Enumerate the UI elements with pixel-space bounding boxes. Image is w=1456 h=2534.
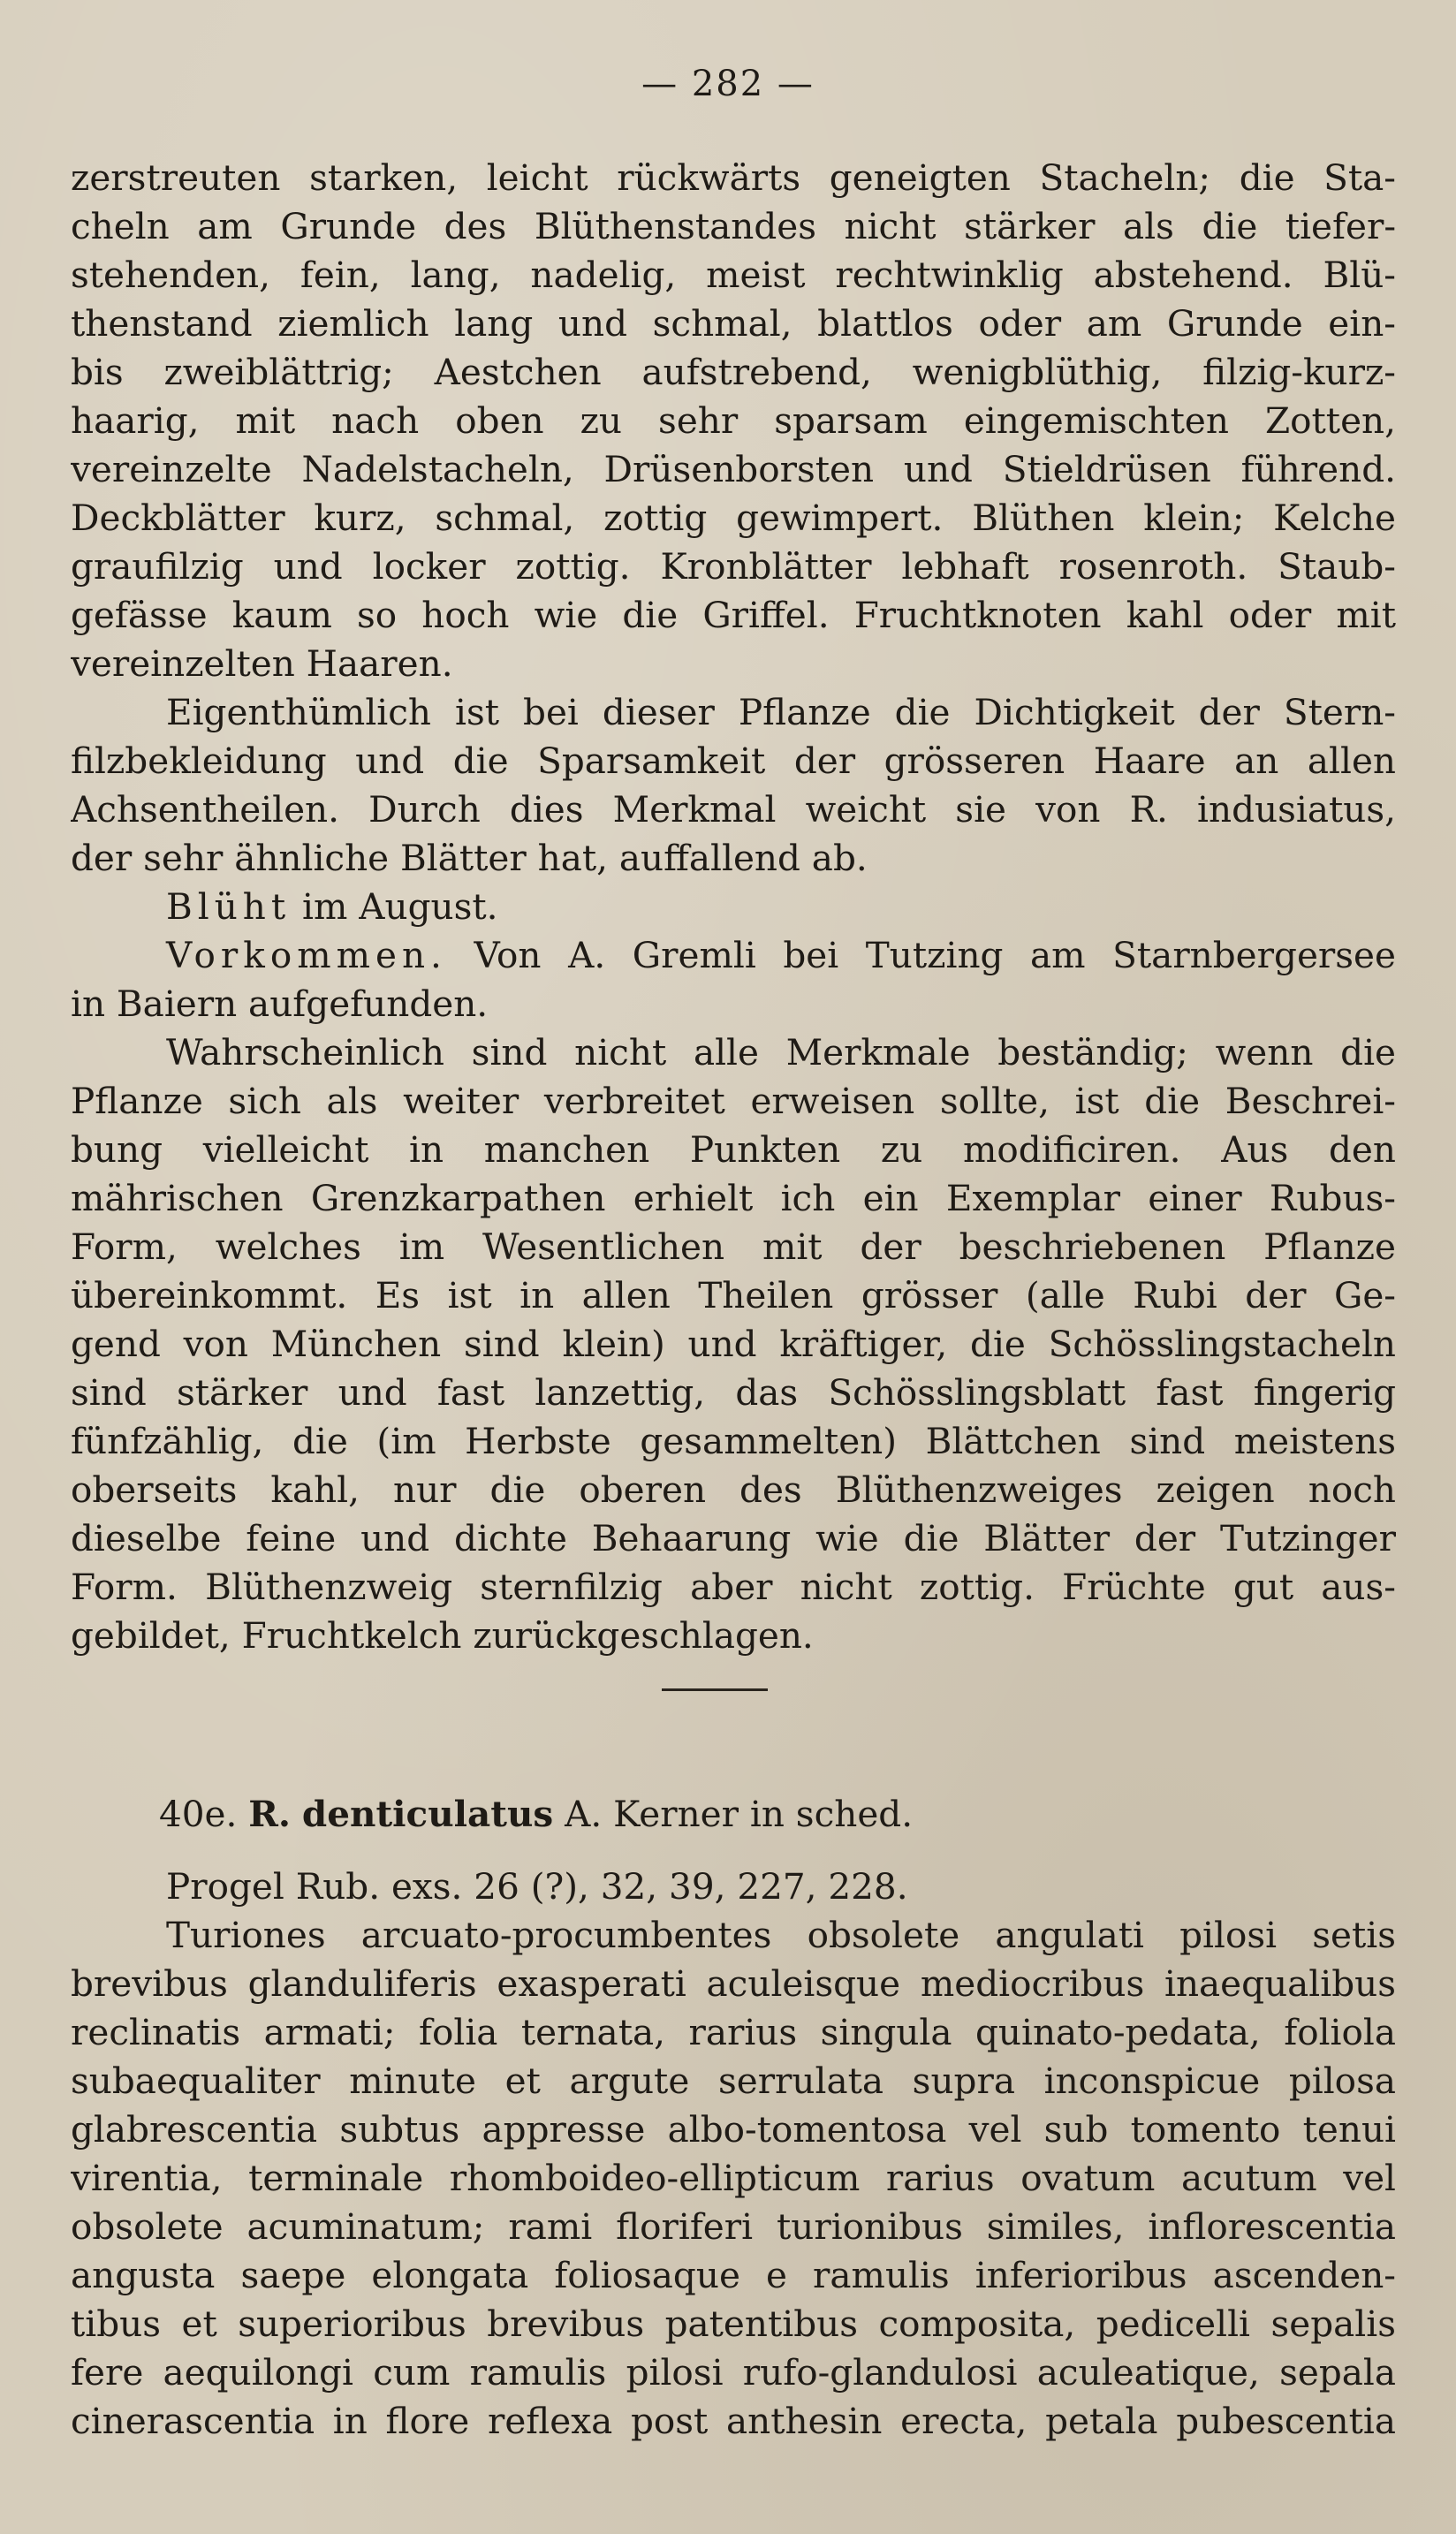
text-line: haarig, mit nach oben zu sehr sparsam eingemischten Zotten, [71,399,1396,442]
species-author: A. Kerner in sched. [565,1793,914,1835]
section-divider [662,1688,768,1691]
text-line: filzbekleidung und die Sparsamkeit der grösseren Haare an allen [71,740,1396,782]
species-heading [159,1790,913,1839]
bluht-text: im August. [291,885,498,928]
species-number: 40e. [159,1793,238,1835]
text-line: subaequaliter minute et argute serrulata supra inconspicue pilosa [71,2060,1396,2102]
text-line: fünfzählig, die (im Herbste gesammelten) Blättchen sind meistens [71,1420,1396,1462]
text-line: Achsentheilen. Durch dies Merkmal weicht sie von R. indusiatus, [71,788,1396,831]
text-line: vereinzelten Haaren. [71,642,453,685]
text-line: der sehr ähnliche Blätter hat, auffallend ab. [71,837,868,879]
text-line: zerstreuten starken, leicht rückwärts geneigten Stacheln; die Sta- [71,156,1396,199]
text-line: cinerascentia in flore reflexa post anthesin erecta, petala pubescentia [71,2400,1396,2442]
text-line: thenstand ziemlich lang und schmal, blattlos oder am Grunde ein- [71,302,1396,345]
text-line: Deckblätter kurz, schmal, zottig gewimpert. Blüthen klein; Kelche [71,497,1396,539]
text-line: reclinatis armati; folia ternata, rarius singula quinato-pedata, foliola [71,2011,1396,2053]
text-line: bung vielleicht in manchen Punkten zu modificiren. Aus den [71,1128,1396,1171]
latin-description [71,1863,1396,2446]
vorkommen-text: Von A. Gremli bei Tutzing am Starnbergersee [446,934,1396,976]
vorkommen-label: Vorkommen. [166,934,447,976]
text-line: oberseits kahl, nur die oberen des Blüthenzweiges zeigen noch [71,1468,1396,1511]
text-line: cheln am Grunde des Blüthenstandes nicht stärker als die tiefer- [71,205,1396,247]
text-line: gefässe kaum so hoch wie die Griffel. Fruchtknoten kahl oder mit [71,594,1396,636]
text-line: brevibus glanduliferis exasperati aculeisque mediocribus inaequalibus [71,1962,1396,2005]
bluht-label: Blüht [166,885,292,928]
text-line: Eigenthümlich ist bei dieser Pflanze die Dichtigkeit der Stern- [166,691,1396,733]
text-line: übereinkommt. Es ist in allen Theilen grösser (alle Rubi der Ge- [71,1274,1396,1316]
text-line: glabrescentia subtus appresse albo-tomentosa vel sub tomento tenui [71,2108,1396,2151]
genus-abbrev: R. [248,1793,292,1835]
text-line: Form. Blüthenzweig sternfilzig aber nicht zottig. Früchte gut aus- [71,1566,1396,1608]
text-line: dieselbe feine und dichte Behaarung wie die Blätter der Tutzinger [71,1517,1396,1559]
text-line: gend von München sind klein) und kräftiger, die Schösslingstacheln [71,1323,1396,1365]
text-line: angusta saepe elongata foliosaque e ramulis inferioribus ascenden- [71,2254,1396,2296]
text-line: fere aequilongi cum ramulis pilosi rufo-glandulosi aculeatique, sepala [71,2351,1396,2394]
page-number: — 282 — [641,64,815,104]
text-line: sind stärker und fast lanzettig, das Schösslingsblatt fast fingerig [71,1371,1396,1414]
text-line: graufilzig und locker zottig. Kronblätter lebhaft rosenroth. Staub- [71,545,1396,588]
text-line: Turiones arcuato-procumbentes obsolete angulati pilosi setis [166,1914,1396,1956]
text-line: tibus et superioribus brevibus patentibus composita, pedicelli sepalis [71,2303,1396,2345]
species-name: denticulatus [301,1793,554,1835]
text-line: Wahrscheinlich sind nicht alle Merkmale beständig; wenn die [166,1031,1396,1074]
text-line: mährischen Grenzkarpathen erhielt ich ein Exemplar einer Rubus- [71,1177,1396,1219]
vorkommen-line [71,931,1396,980]
text-line: bis zweiblättrig; Aestchen aufstrebend, wenigblüthig, filzig-kurz- [71,351,1396,393]
text-line: in Baiern aufgefunden. [71,982,489,1025]
text-line: Form, welches im Wesentlichen mit der beschriebenen Pflanze [71,1225,1396,1268]
text-line: virentia, terminale rhomboideo-ellipticum rarius ovatum acutum vel [71,2157,1396,2199]
text-line: stehenden, fein, lang, nadelig, meist rechtwinklig abstehend. Blü- [71,254,1396,296]
text-line: gebildet, Fruchtkelch zurückgeschlagen. [71,1614,814,1657]
text-line: obsolete acuminatum; rami floriferi turionibus similes, inflorescentia [71,2205,1396,2248]
text-line: vereinzelte Nadelstacheln, Drüsenborsten und Stieldrüsen führend. [71,448,1396,490]
text-line: Pflanze sich als weiter verbreitet erweisen sollte, ist die Beschrei- [71,1080,1396,1122]
progel-reference: Progel Rub. exs. 26 (?), 32, 39, 227, 228. [166,1865,908,1908]
german-description [71,154,1396,1660]
bluht-line [71,883,1396,931]
